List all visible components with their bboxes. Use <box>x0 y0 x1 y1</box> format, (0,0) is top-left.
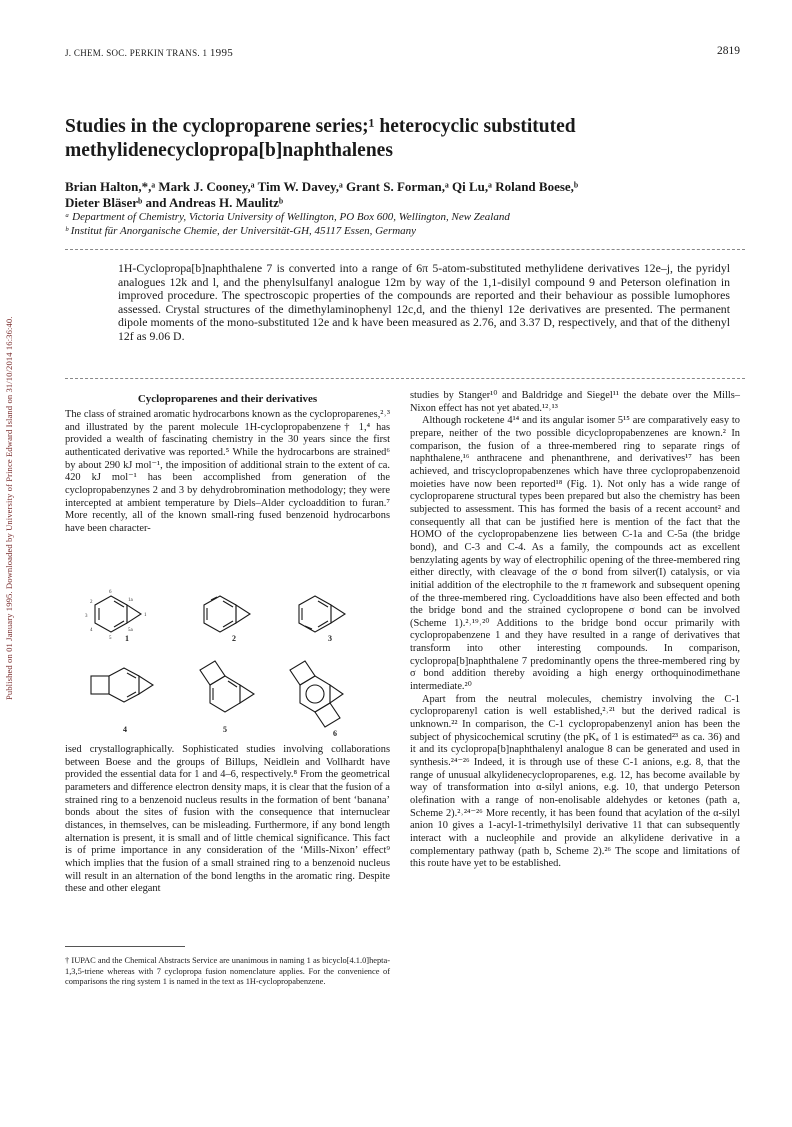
journal-year: 1995 <box>209 47 234 59</box>
left-paragraph-2: ised crystallographically. Sophisticated studies involving collaborations between Boese and the groups of Billups, Neidlein and Vollhardt have provided the essential data for 1 and 4–6, respectively.⁸ From the geometrical parameters and difference electron density maps, it is clear that the fusion of a strained ring to a benzenoid nucleus results in the formation of bent ‘banana’ bonds about the sites of fusion with the consequence that internuclear distances, in themselves, can be misleading. Furthermore, if any bond length alternation is present, it is small and of little chemical significance. This fact is of prime importance in any consideration of the ‘Mills-Nixon’ effect⁹ which implies that the fusion of a small strained ring to a benzenoid nucleus will result in an alternation of the bond lengths in the aromatic ring. Despite these and other elegant <box>65 744 390 895</box>
affiliations <box>65 210 745 238</box>
rule-below-abstract <box>65 378 745 379</box>
structure-1 <box>85 590 147 643</box>
atom-number-1: 1 <box>144 613 147 618</box>
structures-drawing <box>65 572 390 738</box>
right-paragraph-1: studies by Stanger¹⁰ and Baldridge and Siegel¹¹ the debate over the Mills–Nixon effect has not yet abated.¹²˒¹³ <box>410 390 740 414</box>
atom-number-4: 4 <box>90 628 93 633</box>
structure-5 <box>200 661 254 734</box>
structure-label-4: 4 <box>123 725 127 734</box>
title-line-1: Studies in the cycloproparene series;¹ heterocyclic substituted <box>65 116 576 137</box>
authors-line-2: Dieter Bläserᵇ and Andreas H. Maulitzᵇ <box>65 195 284 210</box>
atom-number-2: 2 <box>90 600 93 605</box>
structure-4 <box>91 668 153 734</box>
journal-header <box>65 47 233 59</box>
structure-3 <box>299 596 345 643</box>
affiliation-a: ᵃ Department of Chemistry, Victoria University of Wellington, PO Box 600, Wellington, New Zealand <box>65 211 510 223</box>
atom-number-1a: 1a <box>128 598 133 603</box>
structure-2 <box>204 596 250 643</box>
structures-figure <box>65 572 390 738</box>
structure-label-6: 6 <box>333 729 337 738</box>
section-heading: Cycloproparenes and their derivatives <box>137 393 318 405</box>
footnote-rule <box>65 946 185 947</box>
journal-name: J. CHEM. SOC. PERKIN TRANS. 1 <box>65 48 208 58</box>
author-list <box>65 179 745 211</box>
right-paragraph-2: Although rocketene 4¹⁴ and its angular isomer 5¹⁵ are comparatively easy to prepare, neither of the two possible dicyclopropabenzenes are known.² In comparison, the fusion of a three-membered ring to separate rings of naphthalene,¹⁶ anthracene and phenanthrene, and derivatives¹⁷ has been achieved, and triscyclopropabenzenes which have three cyclopropabenzenoid moieties have now been reported¹⁸ (Fig. 1). Not only has a wide range of cycloproparene structural types been prepared but also the chemistry has been subjected to assessment. This has formed the basis of a recent account² and consequently all that can be justified here is mention of the fact that the HOMO of the cyclopropabenzene lies between C-1a and C-5a (the bridge bond), and C-3 and C-4. As a family, the compounds act as excellent benzylating agents by way of electrophilic opening of the three-membered ring either directly, with cleavage of the σ bond from silver(I) catalysis, or via initial addition of the electrophile to the π framework and subsequent opening of the three-membered ring. Cycloadditions have also been effected and both the bridge bond and the strained cyclopropene σ bond can be involved (Scheme 1).²˒¹⁹˒²⁰ Additions to the bridge bond occur primarily with cyclopropabenzene 1 and they have resulted in a range of derivatives that transform into other interesting compounds. In comparison, cyclopropa[b]naphthalene 7 predominantly opens the three-membered ring by σ bond addition thereby avoiding a high energy orthoquinodimethane intermediate.²⁰ <box>410 415 740 693</box>
structure-label-5: 5 <box>223 725 227 734</box>
affiliation-b: ᵇ Institut für Anorganische Chemie, der Universität-GH, 45117 Essen, Germany <box>65 225 417 237</box>
authors-line-1: Brian Halton,*,ᵃ Mark J. Cooney,ᵃ Tim W. Davey,ᵃ Grant S. Forman,ᵃ Qi Lu,ᵃ Roland Boese,ᵇ <box>65 179 579 194</box>
atom-number-6: 6 <box>109 590 112 595</box>
abstract: 1H-Cyclopropa[b]naphthalene 7 is converted into a range of 6π 5-atom-substituted methylidene derivatives 12e–j, the pyridyl analogues 12k and l, and the phenylsulfanyl analogue 12m by way of the 1,1-disilyl compound 9 and Peterson olefination in improved procedure. The spectroscopic properties of the compounds are reported and their behaviour as possible lumophores assessed. Crystal structures of the dimethylaminophenyl 12c,d, and the thienyl 12e derivatives are presented. The permanent dipole moments of the mono-substituted 12e and k have been measured as 2.76, and 3.37 D, respectively, and that of the dithenyl 12f as 9.06 D. <box>118 261 730 343</box>
rule-above-abstract <box>65 249 745 250</box>
atom-number-3: 3 <box>85 614 88 619</box>
page-number: 2819 <box>717 45 740 57</box>
atom-number-5a: 5a <box>128 628 133 633</box>
structure-label-1: 1 <box>125 634 129 643</box>
left-paragraph-1: The class of strained aromatic hydrocarbons known as the cycloproparenes,²˒³ and illustrated by the parent molecule 1H-cyclopropabenzene† 1,⁴ has provided a wealth of fascinating chemistry in the 30 years since the first authenticated derivative was reported.⁵ While the hydrocarbons are strained⁶ by about 290 kJ mol⁻¹, the imposition of additional strain to the extent of ca. 420 kJ mol⁻¹ has been accomplished from generation of the cyclopropabenzynes 2 and 3 by dehydrobromination methodology; they were intercepted at ambient temperature by Diels–Alder cycloaddition to furan.⁷ More recently, all of the known small-ring fused benzenoid hydrocarbons have been character- <box>65 409 390 534</box>
article-title <box>65 115 745 163</box>
right-column <box>410 390 740 871</box>
atom-number-5: 5 <box>109 636 112 641</box>
structure-label-3: 3 <box>328 634 332 643</box>
download-watermark <box>4 60 18 700</box>
structure-label-2: 2 <box>232 634 236 643</box>
right-paragraph-3: Apart from the neutral molecules, chemistry involving the C-1 cycloproparenyl cation is well established,²˒²¹ but the derived radical is unknown.²² In comparison, the C-1 cyclopropabenzenyl anion has been the subject of physicochemical scrutiny (the pKₐ of 1 is estimated²³ as ca. 36) and it and its cyclopropa[b]naphthalenyl analogue 8 can be generated and used in synthesis.²⁴⁻²⁶ Indeed, it is through use of these C-1 anions, e.g. 8, that the range of unusual alkylidenecycloproparenes, e.g. 12, has become available by way of transformation into α-silyl anions, e.g. 10, that undergo Peterson olefination with a range of non-enolisable aldehydes or ketones (path a, Scheme 2).²˒²⁴⁻²⁶ More recently, it has been found that acylation of the α-silyl anion 10 gives a 1-acyl-1-trimethylsilyl derivative 11 that can subsequently interact with a nucleophile and provide an alkylidene derivative in a complementary pathway (path b, Scheme 2).²⁶ The scope and limitations of this route have yet to be established. <box>410 693 740 870</box>
structure-6 <box>290 661 343 738</box>
title-line-2: methylidenecyclopropa[b]naphthalenes <box>65 140 393 161</box>
footnote: † IUPAC and the Chemical Abstracts Service are unanimous in naming 1 as bicyclo[4.1.0]hepta-1,3,5-triene whereas with 7 cyclopropa fusion nomenclature applies. For the convenience of comparisons the ring system 1 is named in the text as 1H-cyclopropabenzene. <box>65 956 390 987</box>
watermark-text: Published on 01 January 1995. Downloaded by University of Prince Edward Island on 31/10/2014 16:36:40. <box>4 316 14 700</box>
